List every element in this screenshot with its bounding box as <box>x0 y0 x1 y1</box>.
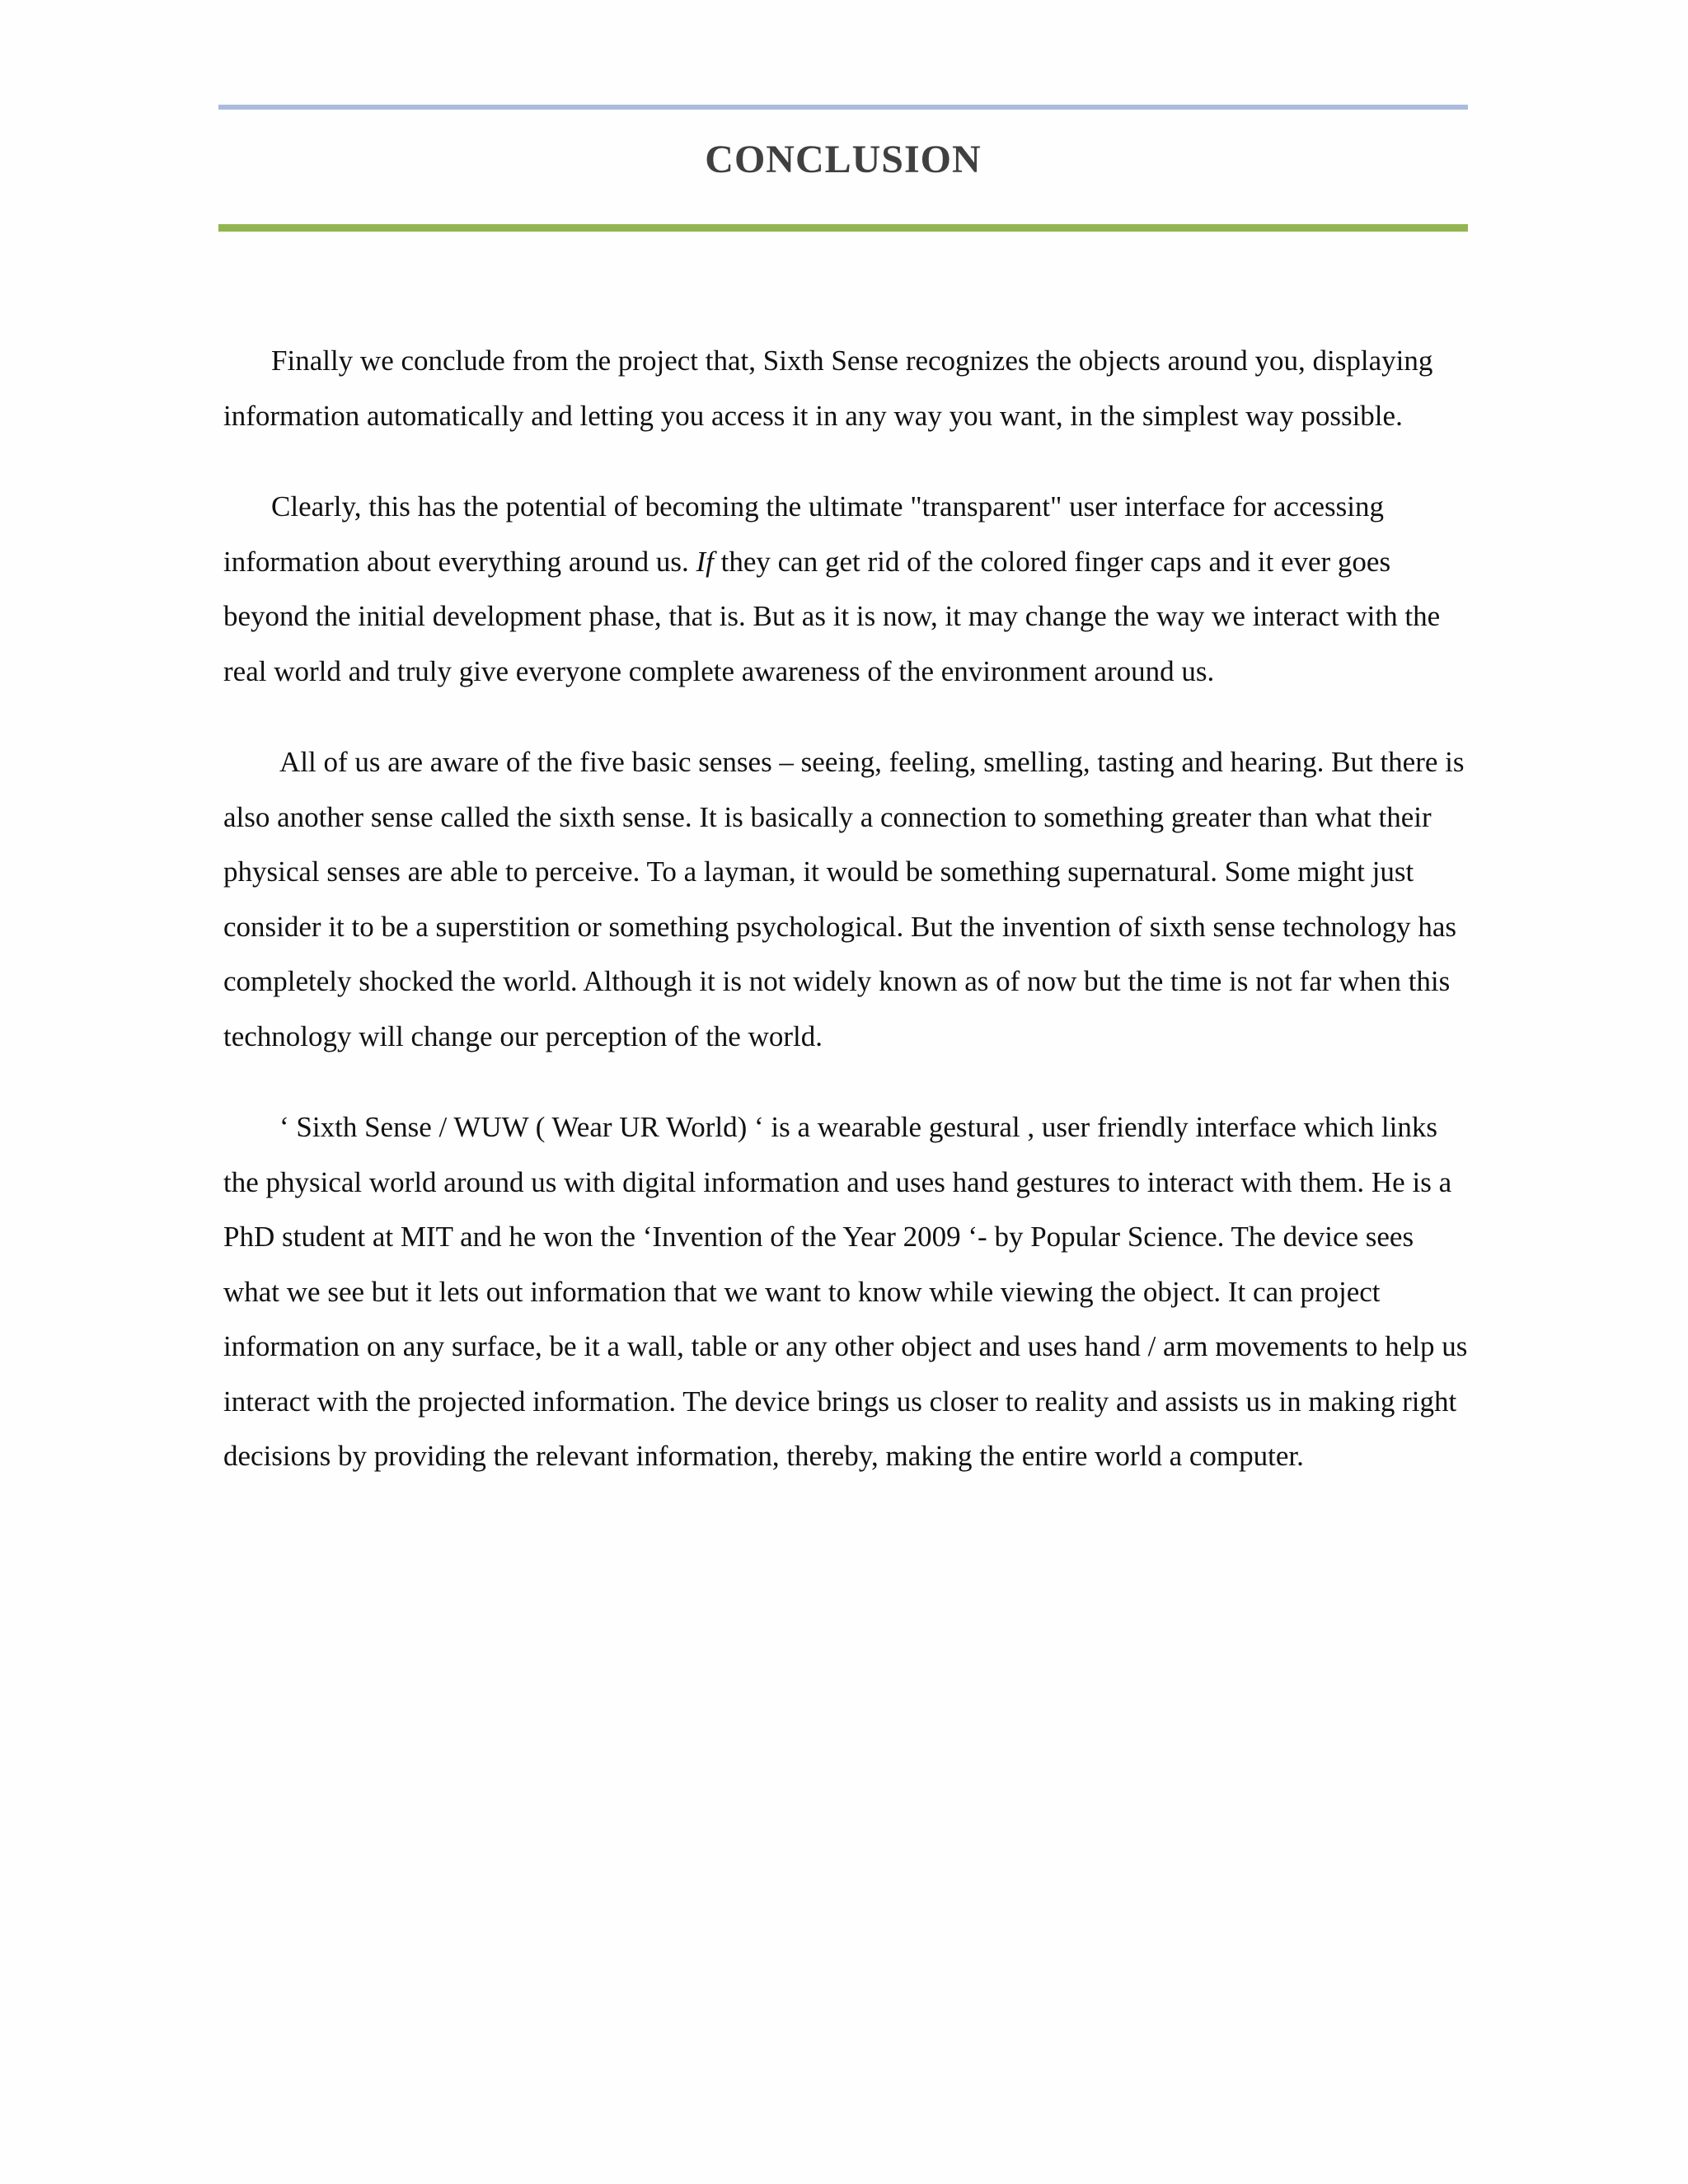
paragraph-4: ‘ Sixth Sense / WUW ( Wear UR World) ‘ is a wearable gestural , user friendly interface which links the physical world around us with digital information and uses hand gestures to interact with them. He is a PhD student at MIT and he won the ‘Invention of the Year 2009 ‘- by Popular Science. The device sees what we see but it lets out information that we want to know while viewing the object. It can project information on any surface, be it a wall, table or any other object and uses hand / arm movements to help us interact with the projected information. The device brings us closer to reality and assists us in making right decisions by providing the relevant information, thereby, making the entire world a computer. <box>223 1111 1468 1472</box>
paragraph-1: Finally we conclude from the project that, Sixth Sense recognizes the objects around you, displaying information automatically and letting you access it in any way you want, in the simplest way possible. <box>223 344 1433 432</box>
page-title: CONCLUSION <box>705 138 982 181</box>
paragraph-3: All of us are aware of the five basic senses – seeing, feeling, smelling, tasting and hearing. But there is also another sense called the sixth sense. It is basically a connection to something greater than what their physical senses are able to perceive. To a layman, it would be something supernatural. Some might just consider it to be a superstition or something psychological. But the invention of sixth sense technology has completely shocked the world. Although it is not widely known as of now but the time is not far when this technology will change our perception of the world. <box>223 746 1465 1052</box>
paragraph-2-italic-word: If <box>696 545 714 578</box>
heading-top-rule <box>218 105 1468 110</box>
heading-bottom-rule <box>218 224 1468 232</box>
paragraph-2 <box>223 480 1470 699</box>
body-text <box>223 334 1470 1521</box>
paragraph-2-text-end: they can get rid of the colored finger caps and it ever goes beyond the initial development phase, that is. But as it is now, it may change the way we interact with the real world and truly give everyone complete awareness of the environment around us. <box>223 545 1441 687</box>
paragraph-2-text-start: Clearly, this has the potential of becoming the ultimate "transparent" user interface for accessing information about everything around us. <box>223 490 1384 578</box>
